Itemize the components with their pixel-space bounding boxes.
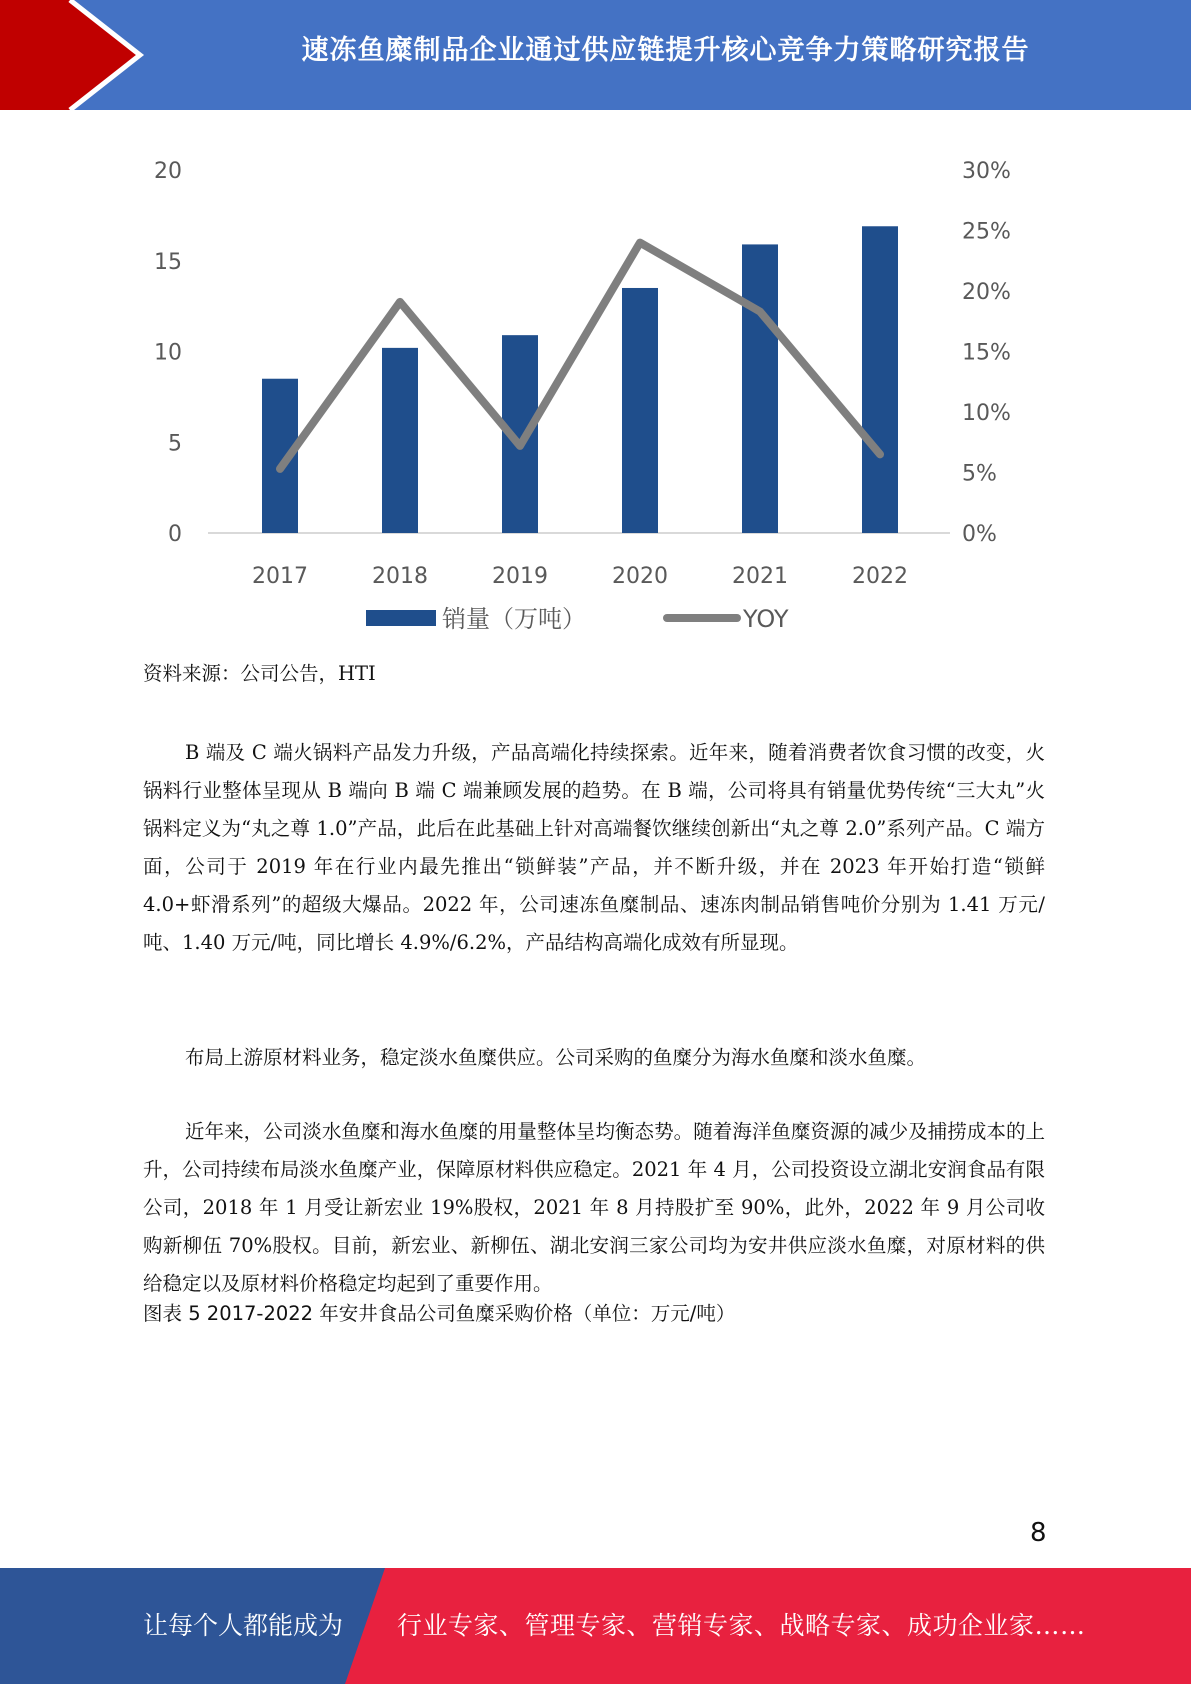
bar-sales-2021	[742, 244, 778, 533]
y-right-tick-label: 0%	[962, 522, 997, 547]
x-tick-label: 2021	[732, 564, 788, 589]
chart-source: 资料来源：公司公告，HTI	[143, 662, 376, 685]
y-left-tick-label: 0	[168, 522, 182, 547]
page-footer	[0, 1568, 1191, 1684]
figure-caption: 图表 5 2017-2022 年安井食品公司鱼糜采购价格（单位：万元/吨）	[143, 1302, 736, 1325]
report-title: 速冻鱼糜制品企业通过供应链提升核心竞争力策略研究报告	[301, 35, 1030, 66]
page-header	[0, 0, 1191, 110]
y-left-tick-label: 10	[154, 340, 182, 366]
y-right-tick-label: 5%	[962, 461, 997, 487]
bar-sales-2022	[862, 226, 898, 533]
x-tick-label: 2022	[852, 564, 908, 589]
legend-swatch-sales	[366, 610, 436, 626]
bar-sales-2020	[622, 288, 658, 533]
yoy-line	[280, 243, 880, 469]
x-tick-label: 2018	[372, 564, 428, 589]
y-right-tick-label: 15%	[962, 340, 1011, 366]
page-number: 8	[1030, 1518, 1047, 1548]
y-right-tick-label: 30%	[962, 159, 1011, 184]
bar-sales-2018	[382, 348, 418, 533]
y-left-tick-label: 5	[168, 431, 182, 457]
paragraph-product-upgrade: B 端及 C 端火锅料产品发力升级，产品高端化持续探索。近年来，随着消费者饮食习惯的改变，火锅料行业整体呈现从 B 端向 B 端 C 端兼顾发展的趋势。在 B 端，公司将具有销量优势传统“三大丸”火锅料定义为“丸之尊 1.0”产品，此后在此基础上针对高端餐饮继续创新出“丸之尊 2.0”系列产品。C 端方面，公司于 2019 年在行业内最先推出“锁鲜装”产品，并不断升级，并在 2023 年开始打造“锁鲜 4.0+虾滑系列”的超级大爆品。2022 年，公司速冻鱼糜制品、速冻肉制品销售吨价分别为 1.41 万元/吨、1.40 万元/吨，同比增长 4.9%/6.2%，产品结构高端化成效有所显现。	[143, 741, 1045, 954]
paragraph-upstream-layout: 布局上游原材料业务，稳定淡水鱼糜供应。公司采购的鱼糜分为海水鱼糜和淡水鱼糜。	[185, 1046, 927, 1069]
chart-canvas	[140, 140, 1040, 650]
legend-label-yoy: YOY	[743, 605, 789, 633]
sales-volume-chart	[140, 140, 1040, 650]
footer-slogan-left: 让每个人都能成为	[143, 1611, 344, 1640]
x-tick-label: 2019	[492, 564, 548, 589]
y-right-tick-label: 20%	[962, 280, 1011, 305]
y-right-tick-label: 10%	[962, 401, 1011, 426]
y-left-tick-label: 20	[154, 159, 182, 184]
y-right-tick-label: 25%	[962, 219, 1011, 245]
x-tick-label: 2020	[612, 564, 668, 589]
footer-slogan-right: 行业专家、管理专家、营销专家、战略专家、成功企业家……	[397, 1611, 1086, 1640]
y-left-tick-label: 15	[154, 249, 182, 275]
legend-label-sales: 销量（万吨）	[442, 605, 586, 633]
paragraph-surimi-supply: 近年来，公司淡水鱼糜和海水鱼糜的用量整体呈均衡态势。随着海洋鱼糜资源的减少及捕捞成本的上升，公司持续布局淡水鱼糜产业，保障原材料供应稳定。2021 年 4 月，公司投资设立湖北安润食品有限公司，2018 年 1 月受让新宏业 19%股权，2021 年 8 月持股扩至 90%，此外，2022 年 9 月公司收购新柳伍 70%股权。目前，新宏业、新柳伍、湖北安润三家公司均为安井供应淡水鱼糜，对原材料的供给稳定以及原材料价格稳定均起到了重要作用。	[143, 1120, 1045, 1295]
x-tick-label: 2017	[252, 564, 308, 589]
